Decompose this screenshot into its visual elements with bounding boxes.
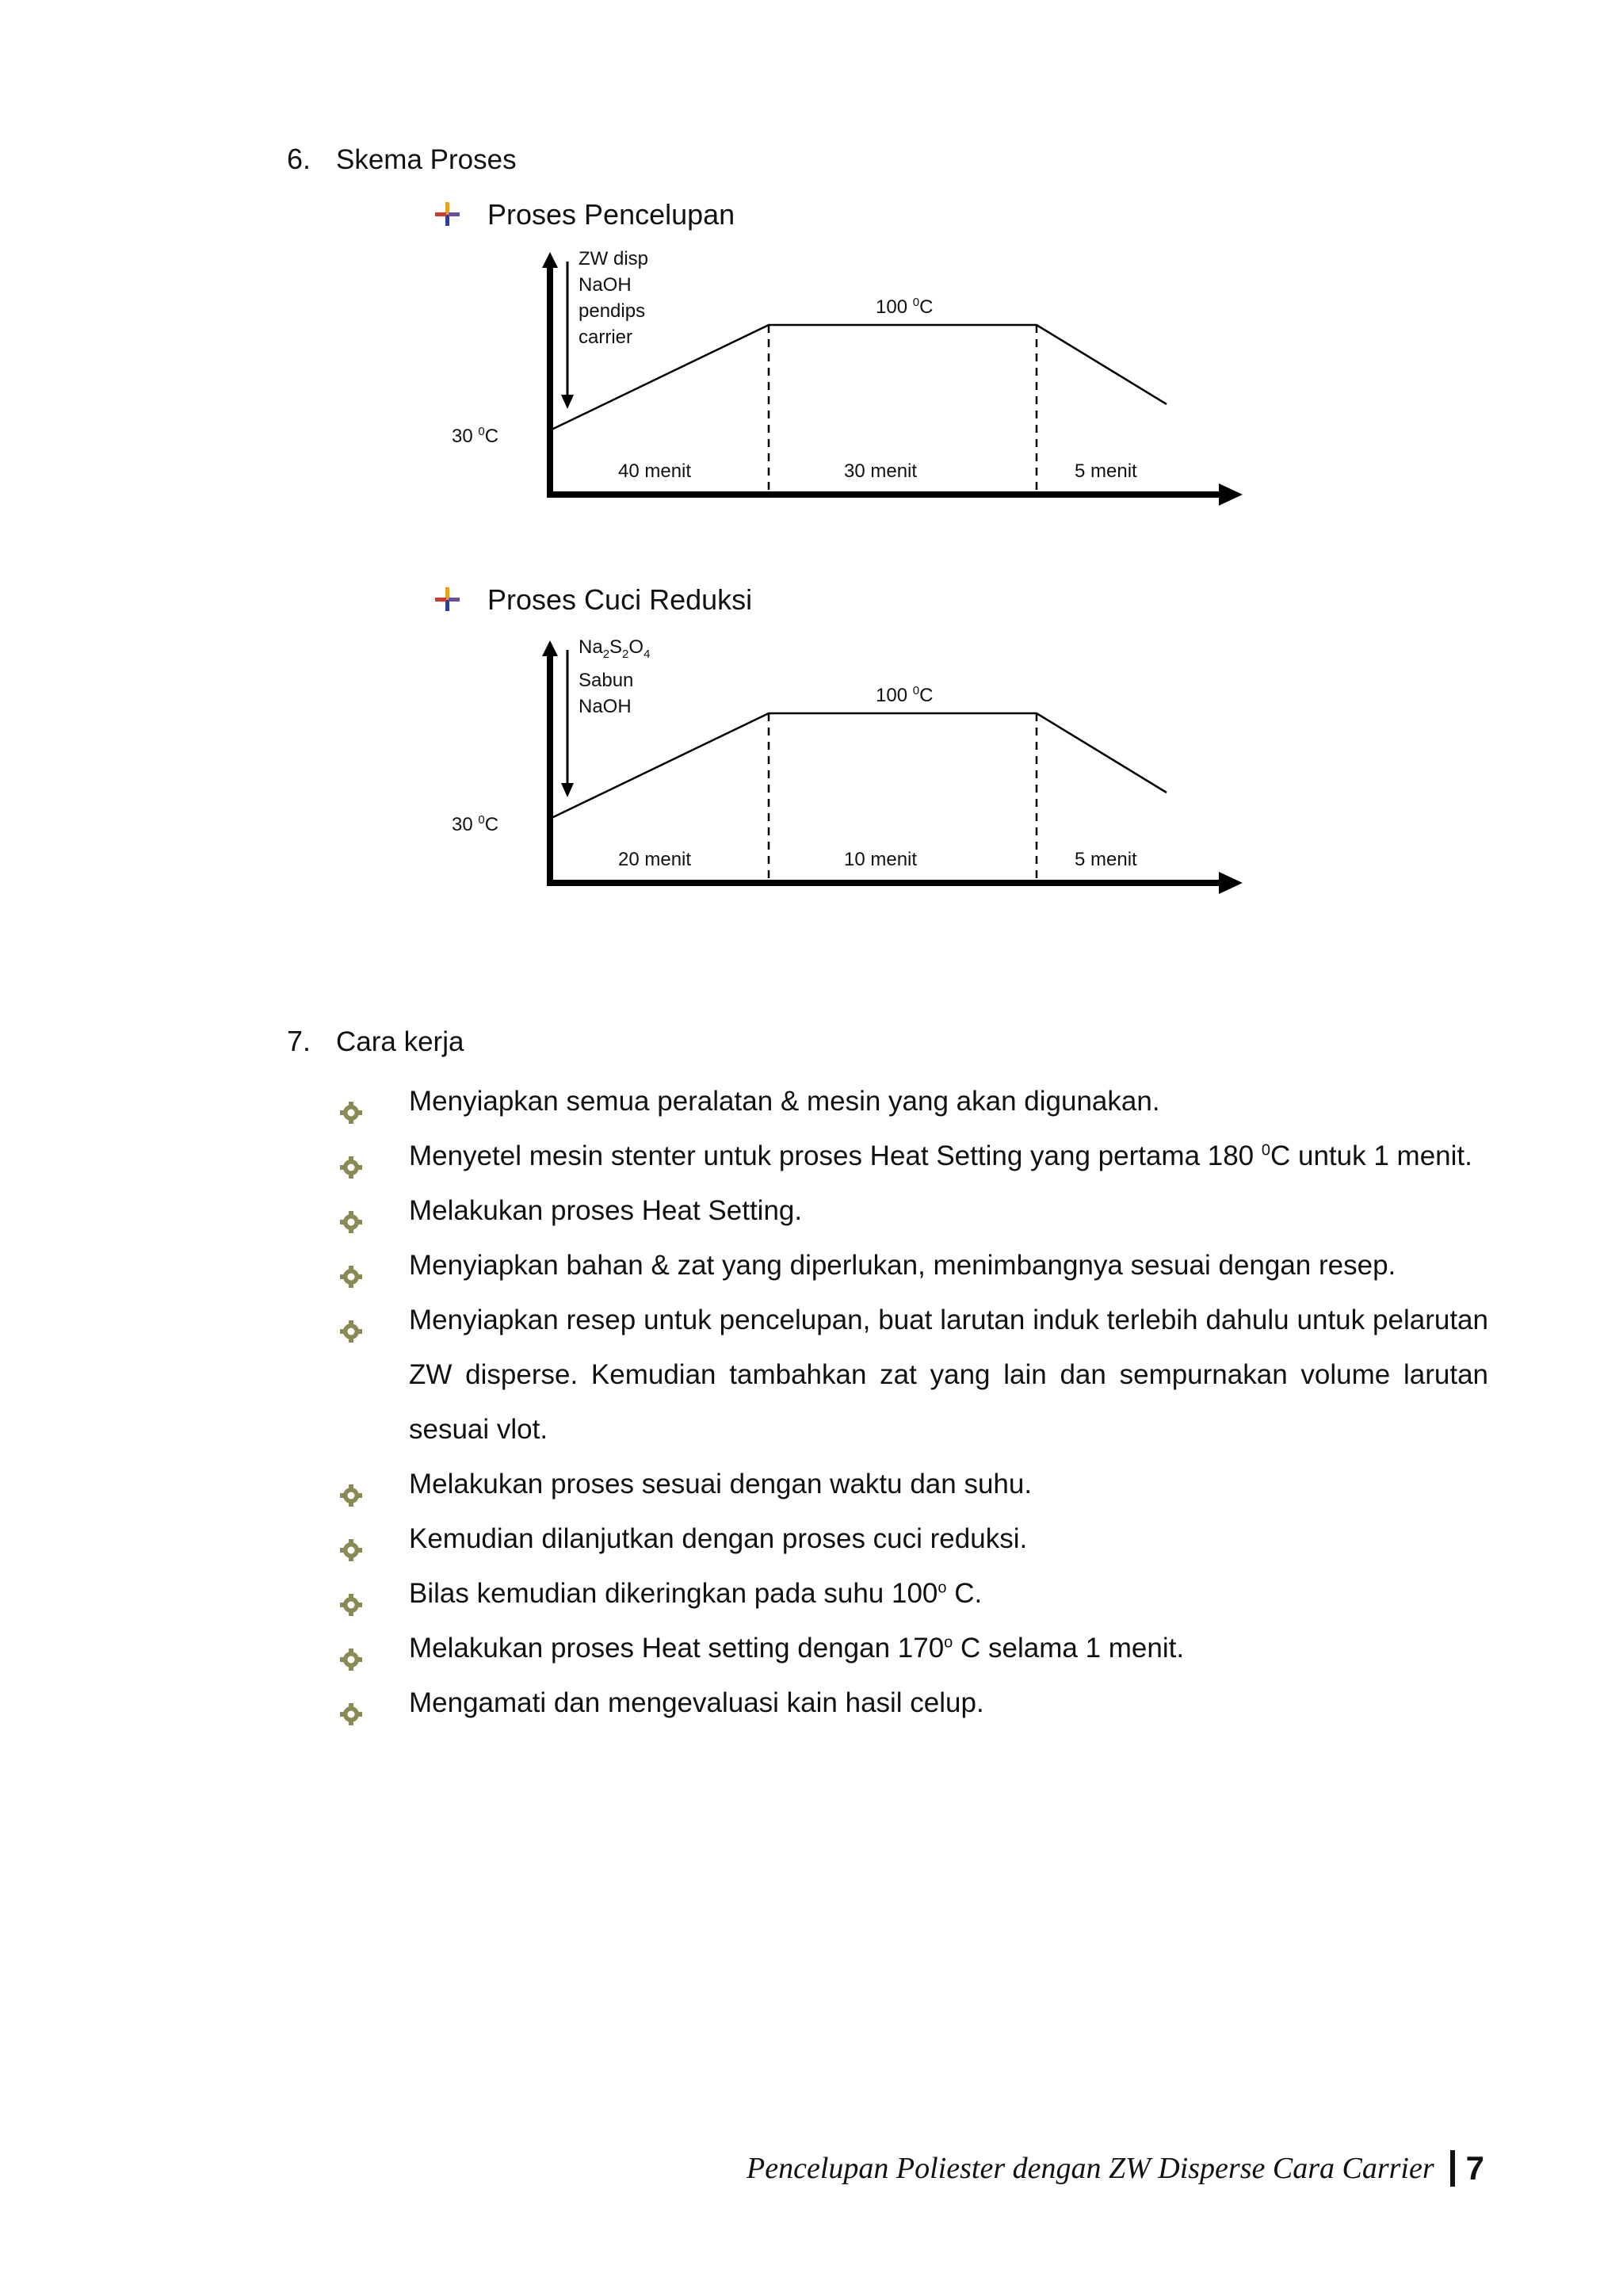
gear-icon (339, 1088, 363, 1112)
reagent-formula: $Na_2S_2O_4$ (579, 636, 651, 661)
step-text: Melakukan proses sesuai dengan waktu dan suhu. (409, 1469, 1033, 1499)
reagent-label: ZW disp (579, 248, 649, 269)
list-item (339, 1074, 1488, 1129)
gear-icon (339, 1580, 363, 1604)
list-item (339, 1457, 1488, 1511)
gear-icon (339, 1307, 363, 1331)
gear-icon (339, 1252, 363, 1276)
diagram-title-text: Proses Cuci Reduksi (487, 583, 753, 616)
footer-divider (1450, 2150, 1455, 2187)
section-number: 6. (287, 143, 311, 175)
hold-temperature-label: 100 $^0$C (876, 684, 934, 706)
page-number: 7 (1465, 2149, 1484, 2187)
gear-icon (339, 1143, 363, 1167)
list-item (339, 1183, 1488, 1238)
process-diagram-pencelupan (428, 246, 1260, 563)
page-footer (747, 2149, 1484, 2187)
start-temperature-label: 30 $^0$C (452, 425, 499, 447)
start-temperature-label: 30 $^0$C (452, 813, 499, 835)
dosing-arrowhead (561, 395, 574, 409)
x-axis-arrowhead (1219, 872, 1243, 894)
section-7-heading (287, 1025, 464, 1058)
section-number: 7. (287, 1025, 311, 1057)
gear-icon (339, 1471, 363, 1495)
reagent-label: Sabun (579, 669, 634, 691)
step-text: Bilas kemudian dikeringkan pada suhu 100$^o$ C. (409, 1578, 983, 1609)
step-text: Menyiapkan bahan & zat yang diperlukan, menimbangnya sesuai dengan resep. (409, 1250, 1396, 1281)
duration-label: 5 menit (1075, 460, 1137, 482)
step-text: Melakukan proses Heat Setting. (409, 1195, 803, 1226)
footer-title: Pencelupan Poliester dengan ZW Disperse Cara Carrier (747, 2152, 1434, 2185)
diagram-title-text: Proses Pencelupan (487, 198, 735, 231)
step-text: Kemudian dilanjutkan dengan proses cuci reduksi. (409, 1523, 1028, 1554)
section-title: Cara kerja (336, 1026, 464, 1057)
colored-plus-icon (432, 584, 487, 616)
y-axis-arrowhead (542, 640, 558, 656)
list-item (339, 1238, 1488, 1293)
process-diagram-cuci-reduksi (428, 634, 1260, 951)
list-item (339, 1621, 1488, 1675)
duration-label: 30 menit (844, 460, 918, 482)
step-text: Melakukan proses Heat setting dengan 170$^o$ C selama 1 menit. (409, 1633, 1185, 1664)
list-item (339, 1511, 1488, 1566)
y-axis-arrowhead (542, 252, 558, 268)
reagent-label: NaOH (579, 274, 632, 296)
gear-icon (339, 1198, 363, 1221)
reagent-label: carrier (579, 327, 633, 348)
reagent-label: NaOH (579, 695, 632, 717)
gear-icon (339, 1526, 363, 1549)
duration-label: 40 menit (618, 460, 692, 482)
list-item (339, 1566, 1488, 1621)
procedure-steps (339, 1074, 1488, 1730)
step-text: Mengamati dan mengevaluasi kain hasil celup. (409, 1687, 984, 1718)
colored-plus-icon (432, 199, 487, 231)
section-6-heading (287, 143, 517, 176)
list-item (339, 1675, 1488, 1730)
duration-label: 20 menit (618, 849, 692, 870)
list-item (339, 1129, 1488, 1183)
gear-icon (339, 1635, 363, 1659)
reagent-list (579, 634, 650, 720)
duration-label: 5 menit (1075, 849, 1137, 870)
x-axis-arrowhead (1219, 483, 1243, 506)
list-item (339, 1293, 1488, 1457)
section-title: Skema Proses (336, 144, 517, 175)
step-text: Menyetel mesin stenter untuk proses Heat Setting yang pertama 180 $^0$C untuk 1 menit. (409, 1140, 1472, 1171)
dosing-arrowhead (561, 783, 574, 797)
reagent-label: pendips (579, 300, 646, 322)
reagent-list (579, 246, 648, 350)
step-text: Menyiapkan resep untuk pencelupan, buat larutan induk terlebih dahulu untuk pelarutan ZW disperse. Kemudian tambahkan zat yang lain dan sempurnakan volume larutan sesuai vlot. (409, 1305, 1488, 1445)
diagram-1-title (432, 198, 735, 231)
step-text: Menyiapkan semua peralatan & mesin yang akan digunakan. (409, 1086, 1160, 1117)
gear-icon (339, 1690, 363, 1713)
duration-label: 10 menit (844, 849, 918, 870)
diagram-2-title (432, 583, 752, 617)
hold-temperature-label: 100 $^0$C (876, 296, 934, 318)
temperature-profile (552, 713, 1167, 818)
